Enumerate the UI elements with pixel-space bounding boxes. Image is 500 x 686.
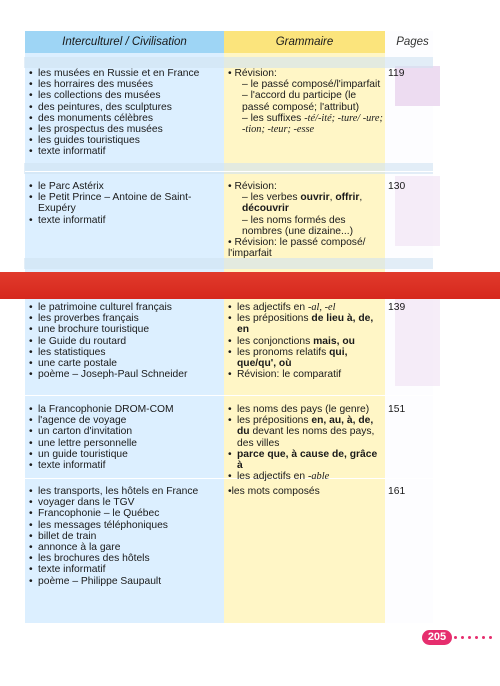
list-item: • poème – Philippe Saupault — [28, 576, 221, 587]
list-item: • les prospectus des musées — [28, 124, 221, 135]
list-item: • la Francophonie DROM-COM — [28, 404, 221, 415]
grammar-bold: offrir — [335, 192, 360, 204]
dot — [489, 636, 492, 639]
ghost-band — [24, 57, 433, 68]
grammar-line — [228, 347, 383, 369]
row4-grammaire — [228, 404, 383, 482]
grammar-bold: ouvrir — [300, 192, 330, 204]
grammar-line — [228, 336, 383, 347]
grammar-line — [228, 415, 383, 449]
list-item: • billet de train — [28, 531, 221, 542]
list-item: • poème – Joseph-Paul Schneider — [28, 369, 221, 380]
row3-civilisation-list — [28, 302, 221, 380]
list-item: • les messages téléphoniques — [28, 520, 221, 531]
list-item: • un guide touristique — [28, 449, 221, 460]
grammar-line — [228, 449, 383, 471]
grammar-bold: en, au, à, de, du — [237, 415, 374, 438]
section-divider-band — [0, 272, 500, 299]
row2-page: 130 — [388, 181, 406, 192]
list-item: • texte informatif — [28, 564, 221, 575]
grammar-text: les adjectifs en — [237, 302, 308, 313]
header-civilisation: Interculturel / Civilisation — [25, 31, 224, 53]
list-item: • une lettre personnelle — [28, 438, 221, 449]
grammar-line — [228, 313, 383, 335]
list-item: • les guides touristiques — [28, 135, 221, 146]
grammar-line: • Révision: — [228, 68, 277, 79]
list-item: • les brochures des hôtels — [28, 553, 221, 564]
grammar-line: • Révision: le passé composé/ l'imparfait — [228, 237, 366, 260]
grammar-line: • Révision: — [228, 181, 277, 192]
list-item: • les proverbes français — [28, 313, 221, 324]
row3-page: 139 — [388, 302, 406, 313]
row2-grammaire — [228, 181, 383, 259]
list-item: • des monuments célèbres — [28, 113, 221, 124]
grammar-text: les prépositions — [237, 313, 312, 325]
grammar-text: les adjectifs en — [237, 471, 308, 483]
list-item: • une brochure touristique — [28, 324, 221, 335]
list-item: • Francophonie – le Québec — [28, 508, 221, 519]
grammar-bold: mais, ou — [313, 335, 355, 347]
grammar-text: les conjonctions — [237, 335, 314, 347]
row4-page: 151 — [388, 404, 406, 415]
dot — [482, 636, 485, 639]
row4-civilisation-list — [28, 404, 221, 471]
row1-page: 119 — [388, 68, 405, 79]
list-item: • le Parc Astérix — [28, 181, 221, 192]
list-item: • l'agence de voyage — [28, 415, 221, 426]
ghost-band — [24, 258, 433, 269]
list-item: • texte informatif — [28, 215, 221, 226]
row5-page: 161 — [388, 486, 406, 497]
grammar-bold: de lieu à, de, en — [237, 313, 374, 336]
row1-civilisation-list — [28, 68, 221, 158]
grammar-line: • Révision: le comparatif — [228, 369, 383, 380]
dot — [461, 636, 464, 639]
list-item: • le Petit Prince – Antoine de Saint-Exupéry — [28, 192, 221, 214]
grammar-line: • les noms des pays (le genre) — [228, 404, 383, 415]
ghost-band — [24, 163, 433, 174]
grammar-suffixes: -al, -el — [307, 302, 336, 313]
page-number-badge: 205 — [422, 630, 452, 645]
grammar-text: – les verbes — [242, 192, 301, 204]
dot — [468, 636, 471, 639]
list-item: • les horraires des musées — [28, 79, 221, 90]
grammar-text: , — [329, 192, 336, 204]
list-item: • le Guide du routard — [28, 336, 221, 347]
grammar-line: •les mots composés — [228, 486, 320, 497]
list-item: • les musées en Russie et en France — [28, 68, 221, 79]
grammar-line — [228, 192, 383, 214]
row5-civilisation-list — [28, 486, 221, 587]
grammar-line: – l'accord du participe (le passé composé; l'attribut) — [242, 90, 360, 113]
list-item: • texte informatif — [28, 146, 221, 157]
grammar-text: , — [359, 192, 363, 204]
grammar-suffixes: -able — [307, 471, 330, 483]
list-item: • voyager dans le TGV — [28, 497, 221, 508]
header-pages: Pages — [396, 36, 429, 48]
grammar-text: devant les noms des pays, des villes — [237, 426, 375, 449]
row1-grammaire — [228, 68, 383, 135]
grammar-text: – les suffixes — [242, 112, 302, 124]
grammar-suffixes: -té/-ité; -ture/ -ure; -tion; -teur; -esse — [242, 112, 383, 136]
row5-grammaire — [228, 486, 383, 497]
list-item: • des peintures, des sculptures — [28, 102, 221, 113]
list-item: • les statistiques — [28, 347, 221, 358]
grammar-bold: qui, que/qu', où — [237, 346, 348, 370]
list-item: • un carton d'invitation — [28, 426, 221, 437]
list-item: • le patrimoine culturel français — [28, 302, 221, 313]
header-grammaire: Grammaire — [224, 31, 385, 53]
grammar-line — [228, 471, 383, 482]
dot — [454, 636, 457, 639]
list-item: • une carte postale — [28, 358, 221, 369]
list-item: • annonce à la gare — [28, 542, 221, 553]
list-item: • texte informatif — [28, 460, 221, 471]
row-divider — [25, 395, 433, 396]
row3-grammaire — [228, 302, 383, 380]
grammar-bold: parce que, à cause de, grâce à — [237, 448, 378, 472]
grammar-line — [228, 302, 383, 313]
grammar-text: les pronoms relatifs — [237, 346, 330, 358]
row-divider — [25, 171, 433, 172]
grammar-line — [228, 113, 383, 135]
row2-civilisation-list — [28, 181, 221, 226]
dot — [475, 636, 478, 639]
list-item: • les transports, les hôtels en France — [28, 486, 221, 497]
grammar-line: – les noms formés des nombres (une dizaine...) — [242, 214, 354, 237]
grammar-text: les prépositions — [237, 415, 312, 427]
grammar-bold: découvrir — [242, 203, 289, 215]
list-item: • les collections des musées — [28, 90, 221, 101]
grammar-line: – le passé composé/l'imparfait — [242, 79, 381, 91]
